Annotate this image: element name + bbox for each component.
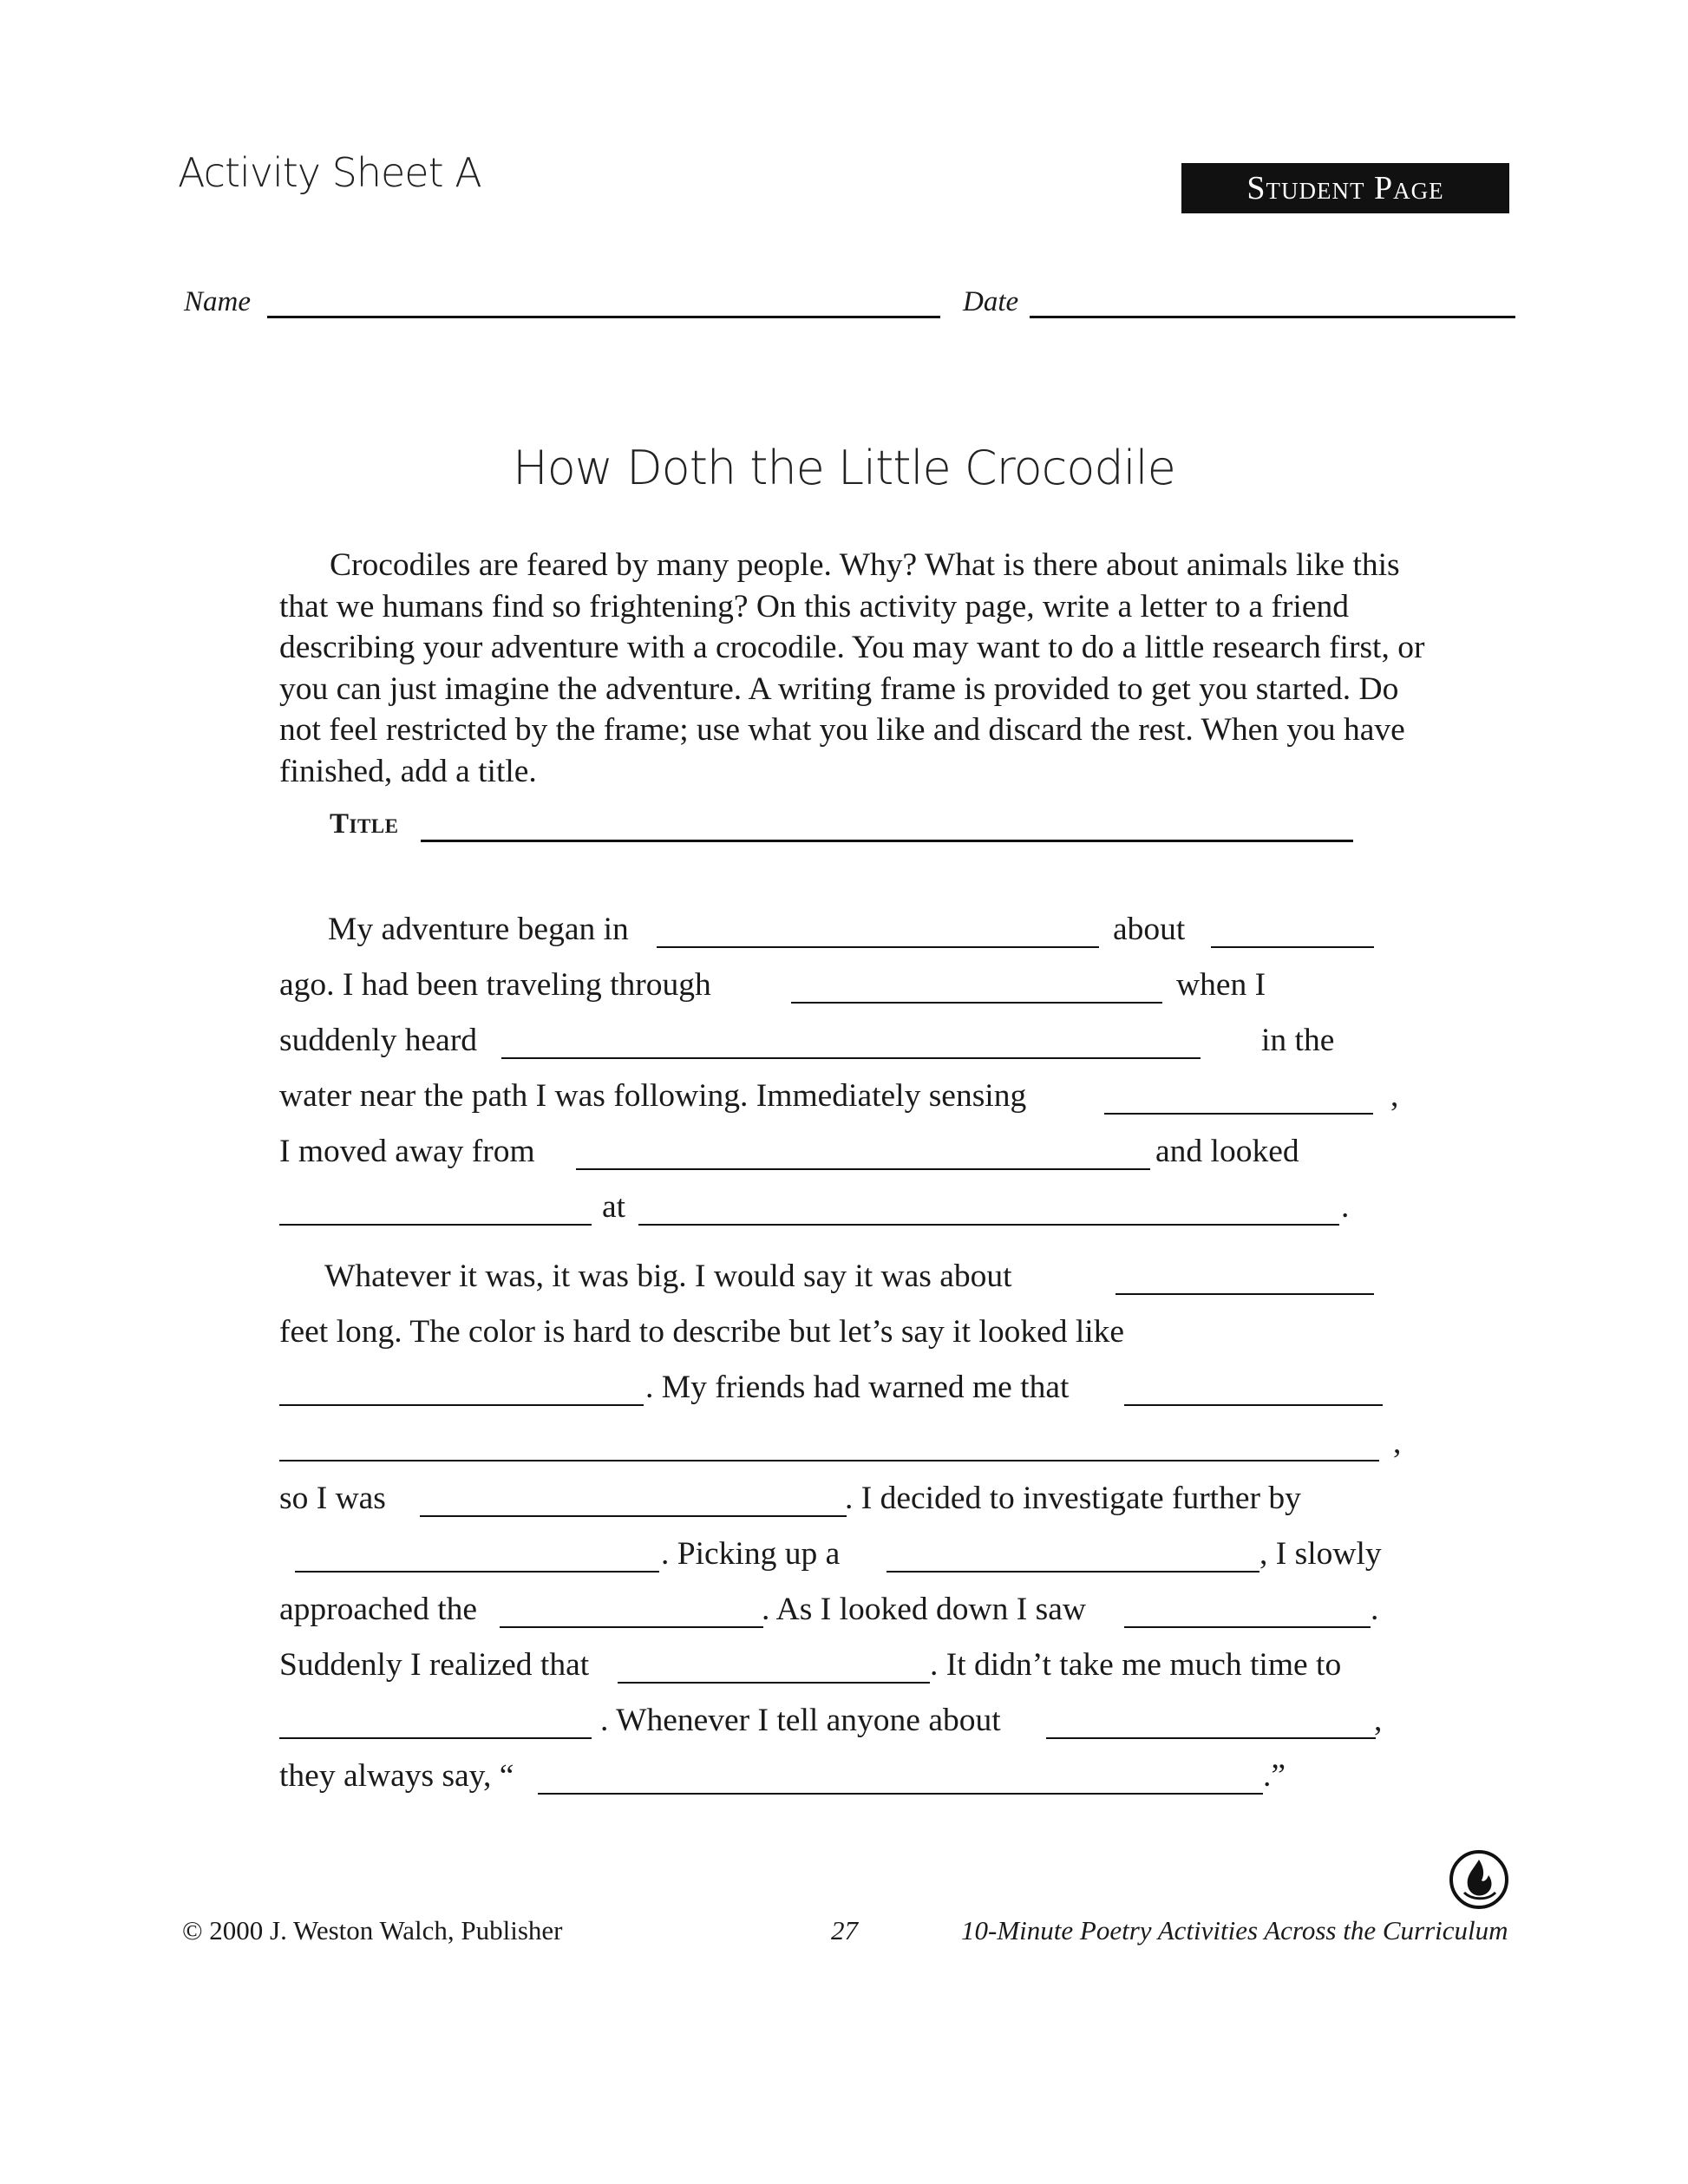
blank-field[interactable]	[1211, 946, 1374, 948]
page-number: 27	[831, 1915, 858, 1945]
frame-text: feet long. The color is hard to describe but let’s say it looked like	[279, 1314, 1125, 1350]
frame-text: . Whenever I tell anyone about	[600, 1703, 1001, 1738]
frame-text: . I decided to investigate further by	[845, 1481, 1301, 1516]
frame-line	[279, 1757, 1494, 1809]
frame-line	[279, 1702, 1494, 1754]
flame-logo-icon	[1449, 1849, 1509, 1910]
frame-line	[279, 1535, 1494, 1587]
frame-line	[279, 1133, 1494, 1185]
blank-field[interactable]	[279, 1460, 1379, 1461]
frame-line	[279, 1646, 1494, 1698]
book-title: 10-Minute Poetry Activities Across the Curriculum	[961, 1915, 1508, 1945]
frame-text: and looked	[1155, 1134, 1299, 1169]
frame-text: . It didn’t take me much time to	[930, 1647, 1342, 1683]
blank-field[interactable]	[295, 1571, 659, 1573]
frame-line	[279, 1591, 1494, 1643]
blank-field[interactable]	[1104, 1113, 1373, 1115]
name-label: Name	[184, 286, 251, 317]
frame-text: when I	[1176, 967, 1266, 1003]
title-field-row	[330, 808, 1353, 852]
frame-text: Whatever it was, it was big. I would say it was about	[324, 1259, 1012, 1294]
frame-text: suddenly heard	[279, 1023, 478, 1058]
frame-text: .	[1371, 1592, 1379, 1627]
frame-text: , I slowly	[1259, 1536, 1382, 1572]
blank-field[interactable]	[657, 946, 1099, 948]
student-page-badge: Student Page	[1181, 163, 1509, 213]
frame-line	[279, 1077, 1494, 1129]
blank-field[interactable]	[887, 1571, 1259, 1573]
blank-field[interactable]	[638, 1224, 1339, 1226]
frame-line	[279, 1424, 1494, 1476]
name-date-row	[184, 284, 1515, 328]
frame-line	[279, 1188, 1494, 1240]
frame-text: I moved away from	[279, 1134, 535, 1169]
page-title: How Doth the Little Crocodile	[513, 441, 1175, 495]
frame-text: Suddenly I realized that	[279, 1647, 590, 1683]
frame-text: at	[602, 1189, 626, 1225]
frame-text: ,	[1374, 1703, 1383, 1738]
blank-field[interactable]	[500, 1626, 763, 1628]
blank-field[interactable]	[279, 1737, 592, 1739]
blank-field[interactable]	[501, 1057, 1201, 1059]
title-field-label: Title	[330, 808, 399, 840]
blank-field[interactable]	[618, 1682, 930, 1684]
blank-field[interactable]	[791, 1002, 1162, 1004]
blank-field[interactable]	[279, 1404, 644, 1406]
date-label: Date	[963, 286, 1019, 317]
frame-text: .	[1341, 1189, 1350, 1225]
frame-line	[279, 911, 1494, 963]
frame-text: water near the path I was following. Immediately sensing	[279, 1078, 1027, 1114]
frame-text: My adventure began in	[328, 912, 629, 947]
frame-text: ago. I had been traveling through	[279, 967, 711, 1003]
frame-text: ,	[1393, 1425, 1402, 1461]
frame-text: about	[1113, 912, 1186, 947]
frame-text: ,	[1390, 1078, 1399, 1114]
sheet-label: Activity Sheet A	[178, 149, 481, 196]
blank-field[interactable]	[1046, 1737, 1376, 1739]
blank-field[interactable]	[538, 1793, 1263, 1795]
frame-line	[279, 1480, 1494, 1532]
frame-text: so I was	[279, 1481, 386, 1516]
blank-field[interactable]	[1116, 1293, 1374, 1295]
frame-text: .”	[1263, 1758, 1286, 1794]
frame-line	[279, 1369, 1494, 1421]
date-field[interactable]	[1030, 316, 1515, 318]
blank-field[interactable]	[1124, 1626, 1371, 1628]
blank-field[interactable]	[279, 1224, 592, 1226]
frame-text: . As I looked down I saw	[762, 1592, 1086, 1627]
blank-field[interactable]	[576, 1168, 1150, 1170]
frame-text: . Picking up a	[661, 1536, 841, 1572]
frame-text: . My friends had warned me that	[645, 1370, 1070, 1405]
frame-line	[279, 1258, 1494, 1310]
frame-text: in the	[1261, 1023, 1335, 1058]
name-field[interactable]	[267, 316, 940, 318]
copyright-text: © 2000 J. Weston Walch, Publisher	[182, 1915, 563, 1945]
title-field[interactable]	[421, 840, 1353, 842]
frame-line	[279, 966, 1494, 1018]
frame-text: approached the	[279, 1592, 478, 1627]
blank-field[interactable]	[1124, 1404, 1383, 1406]
intro-paragraph: Crocodiles are feared by many people. Why? What is there about animals like this that we humans find so frightening? On this activity page, write a letter to a friend describing your adventure with a crocodile. You may want to do a little research first, or you can just imagine the adventure. A writing frame is provided to get you started. Do not feel restricted by the frame; use what you like and discard the rest. When you have finished, add a title.	[279, 547, 1425, 789]
frame-text: they always say, “	[279, 1758, 514, 1794]
frame-line	[279, 1313, 1494, 1365]
frame-line	[279, 1022, 1494, 1074]
blank-field[interactable]	[420, 1515, 847, 1517]
